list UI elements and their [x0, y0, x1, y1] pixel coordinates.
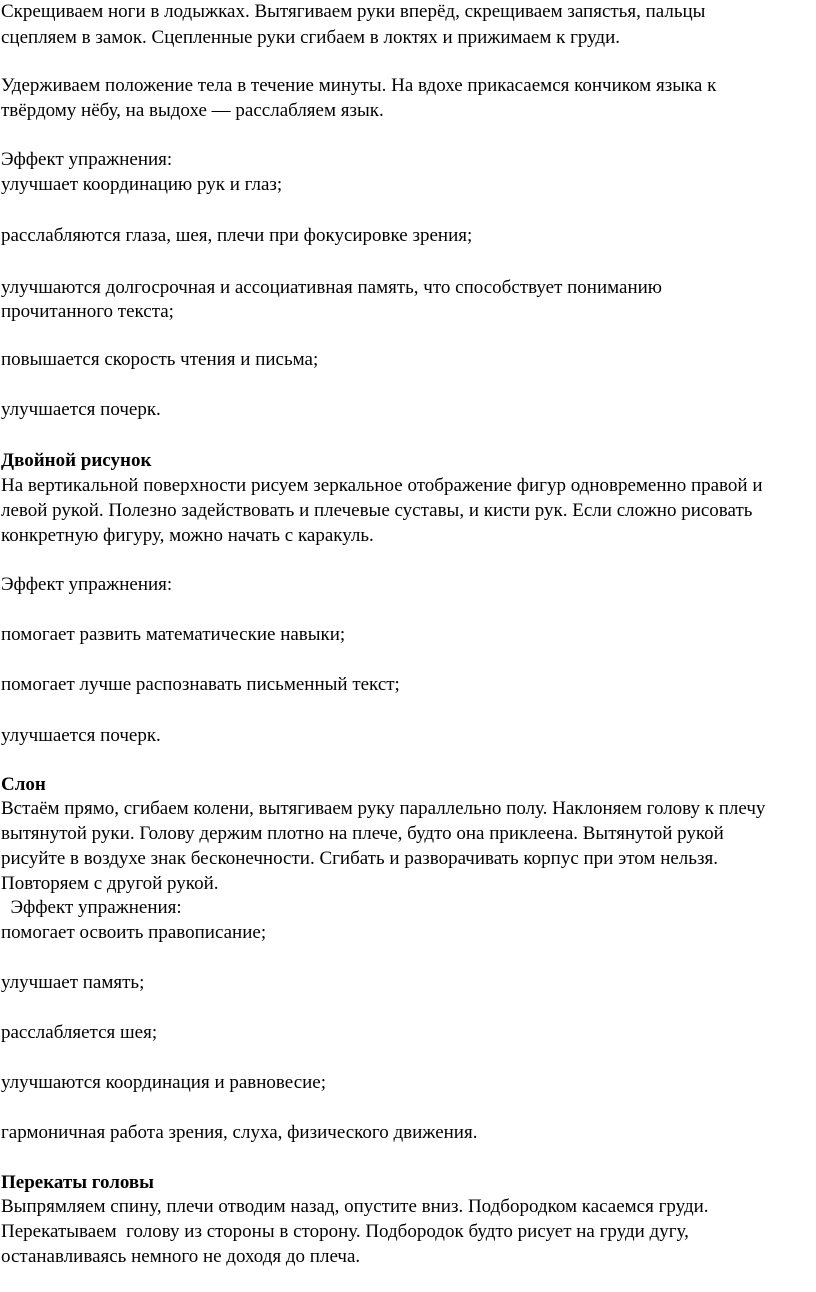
paragraph-line: Выпрямляем спину, плечи отводим назад, опустите вниз. Подбородком касаемся груди. [1, 1196, 709, 1217]
list-item: улучшается почерк. [1, 399, 161, 420]
list-item: гармоничная работа зрения, слуха, физического движения. [1, 1122, 478, 1143]
list-item: повышается скорость чтения и письма; [1, 349, 319, 370]
paragraph-line: вытянутой руки. Голову держим плотно на плече, будто она приклеена. Вытянутой рукой [1, 823, 724, 844]
paragraph-line: Встаём прямо, сгибаем колени, вытягиваем руку параллельно полу. Наклоняем голову к плечу [1, 798, 766, 819]
paragraph-line: твёрдому нёбу, на выдохе — расслабляем язык. [1, 100, 384, 121]
paragraph-line: рисуйте в воздухе знак бесконечности. Сгибать и разворачивать корпус при этом нельзя. [1, 848, 718, 869]
list-item: прочитанного текста; [1, 301, 174, 322]
effect-label: Эффект упражнения: [1, 897, 182, 918]
list-item: расслабляется шея; [1, 1022, 158, 1043]
paragraph-line: Удерживаем положение тела в течение минуты. На вдохе прикасаемся кончиком языка к [1, 75, 717, 96]
list-item: помогает развить математические навыки; [1, 624, 346, 645]
list-item: улучшает память; [1, 972, 145, 993]
effect-label: Эффект упражнения: [1, 149, 173, 170]
paragraph-line: Повторяем с другой рукой. [1, 873, 219, 894]
effect-label: Эффект упражнения: [1, 574, 173, 595]
list-item: улучшаются долгосрочная и ассоциативная память, что способствует пониманию [1, 277, 662, 298]
paragraph-line: левой рукой. Полезно задействовать и плечевые суставы, и кисти рук. Если сложно рисовать [1, 500, 753, 521]
paragraph-line: останавливаясь немного не доходя до плеча. [1, 1246, 361, 1267]
list-item: улучшает координацию рук и глаз; [1, 174, 283, 195]
paragraph-line: На вертикальной поверхности рисуем зеркальное отображение фигур одновременно правой и [1, 475, 763, 496]
list-item: улучшаются координация и равновесие; [1, 1072, 327, 1093]
list-item: расслабляются глаза, шея, плечи при фокусировке зрения; [1, 225, 473, 246]
paragraph-line: сцепляем в замок. Сцепленные руки сгибаем в локтях и прижимаем к груди. [1, 27, 621, 48]
paragraph-line: Перекатываем голову из стороны в сторону. Подбородок будто рисует на груди дугу, [1, 1221, 689, 1242]
list-item: помогает лучше распознавать письменный текст; [1, 674, 400, 695]
section-heading: Слон [1, 774, 46, 795]
paragraph-line: конкретную фигуру, можно начать с каракуль. [1, 525, 374, 546]
section-heading: Двойной рисунок [1, 450, 152, 471]
paragraph-line: Скрещиваем ноги в лодыжках. Вытягиваем руки вперёд, скрещиваем запястья, пальцы [1, 1, 706, 22]
list-item: улучшается почерк. [1, 725, 161, 746]
list-item: помогает освоить правописание; [1, 922, 267, 943]
section-heading: Перекаты головы [1, 1172, 154, 1193]
